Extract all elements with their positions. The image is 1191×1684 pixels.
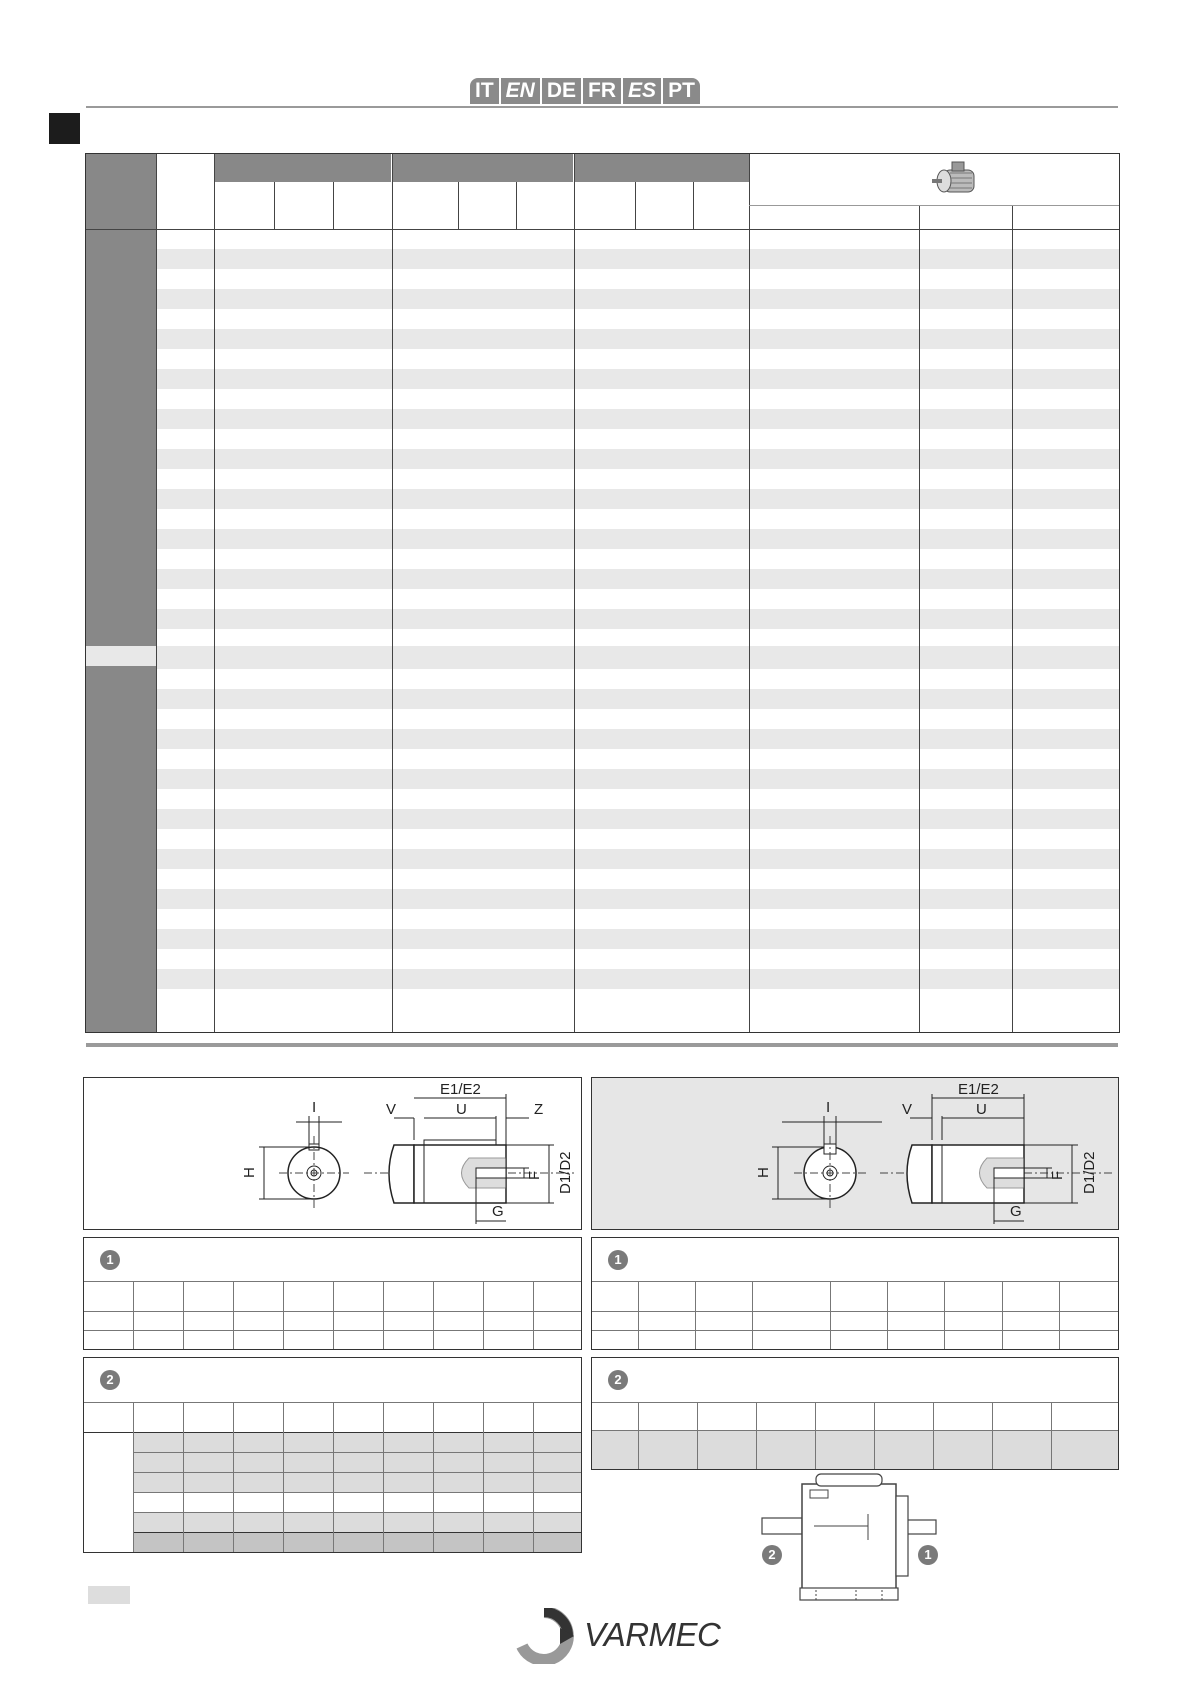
label-d: D1/D2 [1081, 1151, 1098, 1194]
label-f: F [1049, 1170, 1066, 1180]
lang-tab-pt[interactable]: PT [663, 78, 700, 104]
table-row [157, 529, 1119, 549]
page-number-badge [88, 1586, 130, 1604]
badge-1: 1 [100, 1250, 120, 1270]
label-g: G [492, 1203, 504, 1220]
table-group-block-top [86, 229, 156, 646]
label-v: V [386, 1101, 397, 1118]
gearbox-badge-2: 2 [762, 1545, 782, 1565]
shaft-drawing-right [591, 1077, 1119, 1230]
table-row [157, 889, 1119, 909]
motor-icon [928, 158, 984, 202]
lang-tab-it[interactable]: IT [470, 78, 499, 104]
brand-name: VARMEC [584, 1616, 721, 1653]
table-row [157, 449, 1119, 469]
table-row [157, 489, 1119, 509]
table-row [157, 609, 1119, 629]
table-row [157, 769, 1119, 789]
header-rule [86, 106, 1118, 108]
label-g: G [1010, 1203, 1022, 1220]
table-row [157, 249, 1119, 269]
spec-grid [592, 1281, 1118, 1349]
table-row [157, 369, 1119, 389]
label-f: F [526, 1170, 543, 1180]
label-e: E1/E2 [440, 1081, 481, 1098]
section-rule [86, 1043, 1118, 1047]
varmec-logo [514, 1608, 721, 1664]
label-u: U [456, 1101, 467, 1118]
badge-2: 2 [608, 1370, 628, 1390]
spec-grid [84, 1402, 581, 1552]
label-v: V [902, 1101, 913, 1118]
table-row [157, 289, 1119, 309]
spec-box-2-left [83, 1357, 582, 1553]
shaft-dimension-diagram [84, 1078, 581, 1229]
spec-grid [592, 1402, 1118, 1469]
label-e: E1/E2 [958, 1081, 999, 1098]
badge-1: 1 [608, 1250, 628, 1270]
logo-icon [514, 1608, 574, 1664]
label-d: D1/D2 [557, 1151, 574, 1194]
label-i: I [312, 1099, 317, 1116]
spec-box-1-left [83, 1237, 582, 1350]
main-table [85, 153, 1120, 1033]
table-row [157, 409, 1119, 429]
table-row [157, 689, 1119, 709]
gearbox-figure [758, 1470, 948, 1605]
label-z: Z [534, 1101, 544, 1118]
table-group-block-bottom [86, 666, 156, 1032]
label-u: U [976, 1101, 987, 1118]
label-h: H [241, 1167, 258, 1178]
shaft-drawing-left [83, 1077, 582, 1230]
table-row [157, 329, 1119, 349]
table-row [157, 729, 1119, 749]
lang-tab-es[interactable]: ES [623, 78, 661, 104]
table-row [157, 809, 1119, 829]
language-tabs [470, 78, 702, 104]
table-row [157, 569, 1119, 589]
lang-tab-de[interactable]: DE [542, 78, 581, 104]
table-corner-block [86, 154, 156, 229]
column-group-header-1 [214, 154, 391, 182]
lang-tab-en[interactable]: EN [501, 78, 540, 104]
table-row [157, 929, 1119, 949]
gearbox-badge-1: 1 [918, 1545, 938, 1565]
badge-2: 2 [100, 1370, 120, 1390]
column-group-header-2 [393, 154, 573, 182]
spec-box-2-right [591, 1357, 1119, 1470]
lang-tab-fr[interactable]: FR [583, 78, 621, 104]
table-row [157, 969, 1119, 989]
shaft-dimension-diagram-right [592, 1078, 1118, 1229]
table-row [157, 849, 1119, 869]
label-i: I [826, 1099, 831, 1116]
label-h: H [755, 1167, 772, 1178]
spec-box-1-right [591, 1237, 1119, 1350]
table-group-separator [86, 646, 1119, 666]
section-marker [49, 113, 80, 144]
column-group-header-3 [575, 154, 749, 182]
gearbox-icon [758, 1470, 948, 1605]
spec-grid [84, 1281, 581, 1349]
